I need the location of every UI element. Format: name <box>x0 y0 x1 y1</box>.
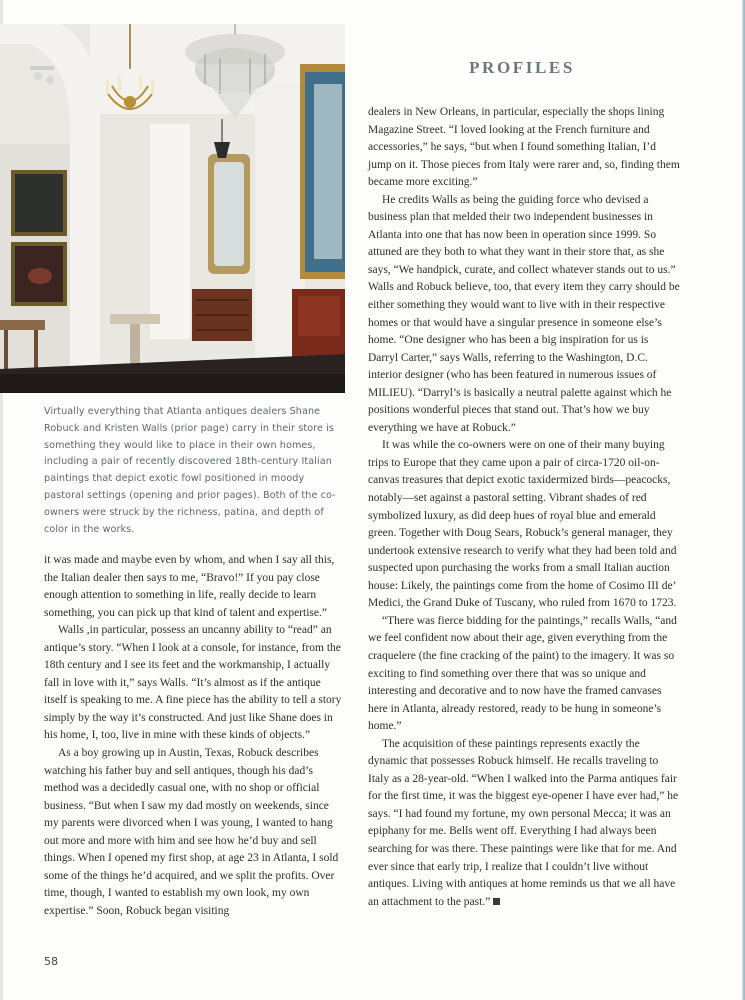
paragraph: As a boy growing up in Austin, Texas, Robuck describes watching his father buy and sell antiques, though his dad’s method was a decidedly casual one, with no shop or official business. “But when I saw my dad mostly on weekends, since my parents were divorced when I was young, I wanted to hang out more and more with him and see how he’d buy and sell things. When I opened my first shop, at age 23 in Atlanta, I sold some of the things he’d acquired, and we split the profits. Over time, though, I wanted to establish my own look, my own expertise.” Soon, Robuck began visiting <box>44 747 339 917</box>
end-mark-icon <box>493 898 500 905</box>
paragraph: It was while the co-owners were on one of their many buying trips to Europe that they came upon a pair of circa-1720 oil-on-canvas treasures that depict exotic taxidermized birds—peacocks, notably—set against a pastoral setting. Vibrant shades of red symbolized luxury, as did deep hues of royal blue and emerald green. Together with Doug Sears, Robuck’s general manager, they undertook extensive research to verify what they had been told and suspected upon purchasing the works from a small Italian auction house: Likely, the paintings come from the home of Cosimo III de’ Medici, the Grand Duke of Tuscany, who ruled from 1670 to 1723. <box>368 439 677 610</box>
paragraph-last <box>368 736 680 911</box>
paragraph: “There was fierce bidding for the paintings,” recalls Walls, “and we feel confident now about their age, given everything from the craquelere (the fine cracking of the paint) to the imagery. It was so exciting to find something over there that was so unique and interesting and decorative and to now have the framed canvases here in Atlanta, already restored, ready to be hung in someone’s home.” <box>368 614 677 733</box>
photo-caption: Virtually everything that Atlanta antiques dealers Shane Robuck and Kristen Walls (prior page) carry in their store is something they would like to place in their own homes, including a pair of recently discovered 18th-century Italian paintings that depict exotic fowl positioned in moody pastoral settings (opening and prior pages). Both of the co-owners were struck by the richness, patina, and depth of color in the works. <box>44 406 336 535</box>
interior-photo <box>0 24 345 393</box>
paragraph: Walls ,in particular, possess an uncanny ability to “read” an antique’s story. “When I look at a console, for instance, from the 18th century and I see its feet and the workmanship, I actually fall in love with it,” says Walls. “It’s almost as if the antique itself is speaking to me. A fine piece has the ability to tell a story simply by the way it’s constructed. And just like Shane does in his home, I, too, live in mine with these kinds of objects.” <box>44 624 342 742</box>
section-title: PROFILES <box>469 58 575 77</box>
page-number: 58 <box>44 955 58 968</box>
paragraph: dealers in New Orleans, in particular, especially the shops lining Magazine Street. “I loved looking at the French furniture and accessories,” he says, “but when I found something Italian, I’d jump on it. Those pieces from Italy were rarer and, so, finding them became more exciting.” <box>368 106 680 189</box>
left-column <box>44 552 342 920</box>
paragraph: it was made and maybe even by whom, and when I say all this, the Italian dealer then says to me, “Bravo!” If you pay close enough attention to something in life, really decide to learn something, you can pick up that kind of talent and expertise.” <box>44 554 335 619</box>
right-column <box>368 104 680 911</box>
paragraph-text: The acquisition of these paintings represents exactly the dynamic that possesses Robuck himself. He recalls traveling to Italy as a 28-year-old. “When I walked into the Parma antiques fair for the first time, it was the biggest eye-opener I have ever had,” he says. “I had found my fortune, my own personal Mecca; it was an epiphany for me. Bells went off. Everything I had always been searching for was there. These paintings were like that for me. And ever since that early trip, I realize that I couldn’t live without antiques. Living with antiques at home reminds us that we all have an attachment to the past.” <box>368 737 679 908</box>
paragraph: He credits Walls as being the guiding force who devised a business plan that melded their two independent businesses in Atlanta into one that has now been in operation since 1999. So attuned are they both to what they want in their store that, as she says, “We handpick, curate, and collect whatever stands out to us.” Walls and Robuck believe, too, that every item they carry should be either something they would want to live with in their respective homes or that would have a singular presence in someone else’s home. “One designer who has been a big inspiration for us is Darryl Carter,” says Walls, referring to the Washington, D.C. interior designer (who has been featured in numerous issues of MILIEU). “Darryl’s is basically a neutral palette against which he positions wonderful pieces that stand out. That’s how we buy everything we have at Robuck.” <box>368 193 680 434</box>
